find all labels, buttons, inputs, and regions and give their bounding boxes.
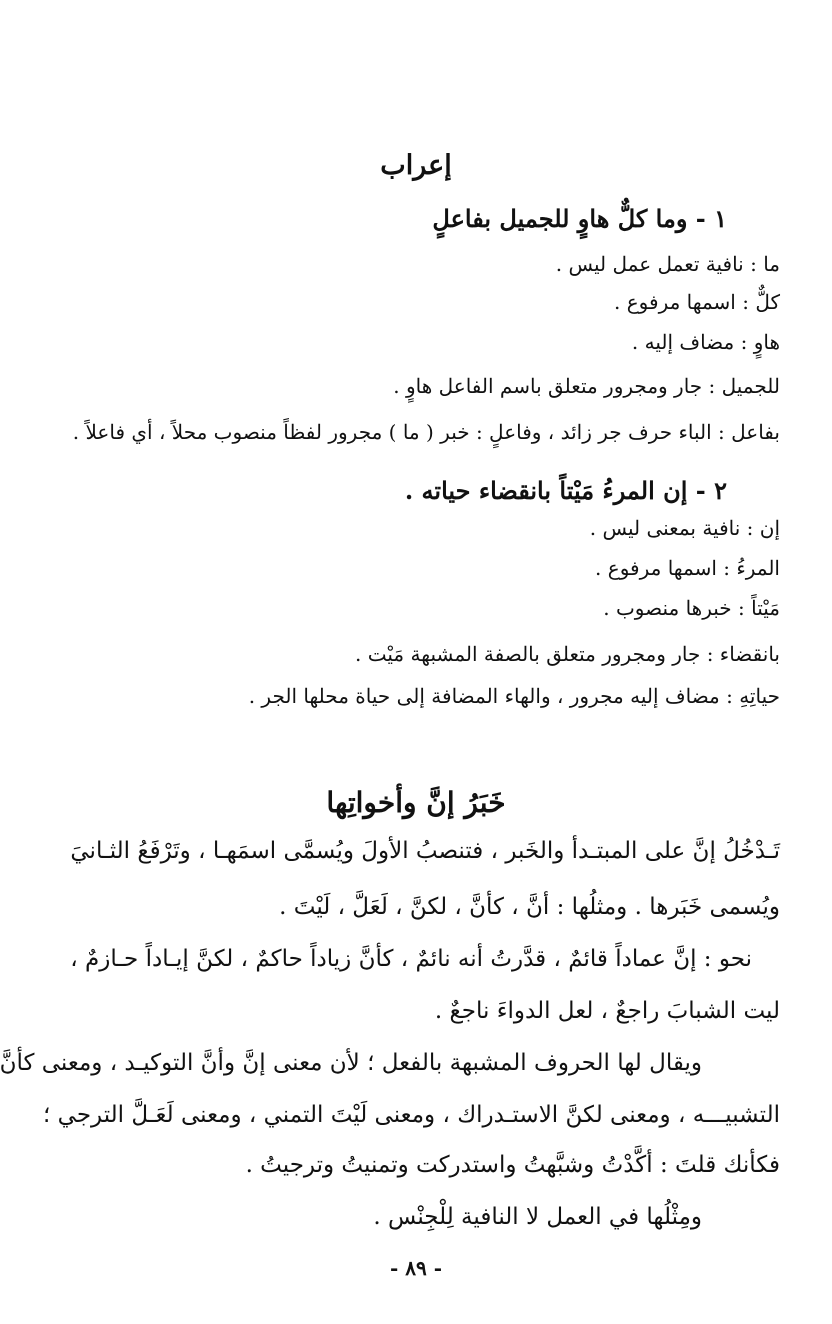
page-number: - ٨٩ - [389,1256,442,1280]
example-1-line-3: هاوٍ : مضاف إليه . [631,330,780,354]
example-1-line-4: للجميل : جار ومجرور متعلق باسم الفاعل هاوٍ . [393,374,780,398]
example-2-line-1: إن : نافية بمعنى ليس . [589,516,780,540]
paragraph-line-7: فكأنك قلتَ : أكَّدْتُ وشبَّهتُ واستدركت وتمنيتُ وترجيتُ . [245,1152,780,1178]
paragraph-line-6: التشبيـــه ، ومعنى لكنَّ الاستـدراك ، ومعنى لَيْتَ التمني ، ومعنى لَعَـلَّ الترجي ؛ [43,1102,780,1128]
example-1-heading: ١ - وما كلٌّ هاوٍ للجميل بفاعلٍ [432,204,727,233]
paragraph-line-8: ومِثْلُها في العمل لا النافية لِلْجِنْس . [373,1204,702,1230]
paragraph-line-3: نحو : إنَّ عماداً قائمٌ ، قدَّرتُ أنه نائمٌ ، كأنَّ زياداً حاكمٌ ، لكنَّ إيـاداً حـازمٌ ، [70,946,752,972]
example-2-line-5: حياتِهِ : مضاف إليه مجرور ، والهاء المضافة إلى حياة محلها الجر . [248,684,780,708]
example-1-line-1: ما : نافية تعمل عمل ليس . [555,252,780,276]
example-2-heading: ٢ - إن المرءُ مَيْتاً بانقضاء حياته . [404,476,727,505]
paragraph-line-1: تَـدْخُلُ إنَّ على المبتـدأ والخَبر ، فتنصبُ الأولَ ويُسمَّى اسمَهـا ، وتَرْفَعُ الثـانيَ [70,838,780,864]
paragraph-line-2: ويُسمى خَبَرها . ومثلُها : أنَّ ، كأنَّ ، لكنَّ ، لَعَلَّ ، لَيْتَ . [279,894,780,920]
paragraph-line-4: ليت الشبابَ راجعٌ ، لعل الدواءَ ناجعٌ . [434,998,780,1024]
example-1-line-2: كلٌّ : اسمها مرفوع . [614,290,780,314]
example-1-line-5: بفاعل : الباء حرف جر زائد ، وفاعلٍ : خبر ( ما ) مجرور لفظاً منصوب محلاً ، أي فاعلاً . [72,420,780,444]
example-2-line-3: مَيْتاً : خبرها منصوب . [603,596,780,620]
section-title: خَبَرُ إنَّ وأخواتِها [326,786,506,819]
irab-title: إعراب [380,150,452,181]
paragraph-line-5: ويقال لها الحروف المشبهة بالفعل ؛ لأن معنى إنَّ وأنَّ التوكيـد ، ومعنى كأنَّ [0,1050,702,1076]
example-2-line-4: بانقضاء : جار ومجرور متعلق بالصفة المشبهة مَيْت . [355,642,780,666]
example-2-line-2: المرءُ : اسمها مرفوع . [595,556,780,580]
